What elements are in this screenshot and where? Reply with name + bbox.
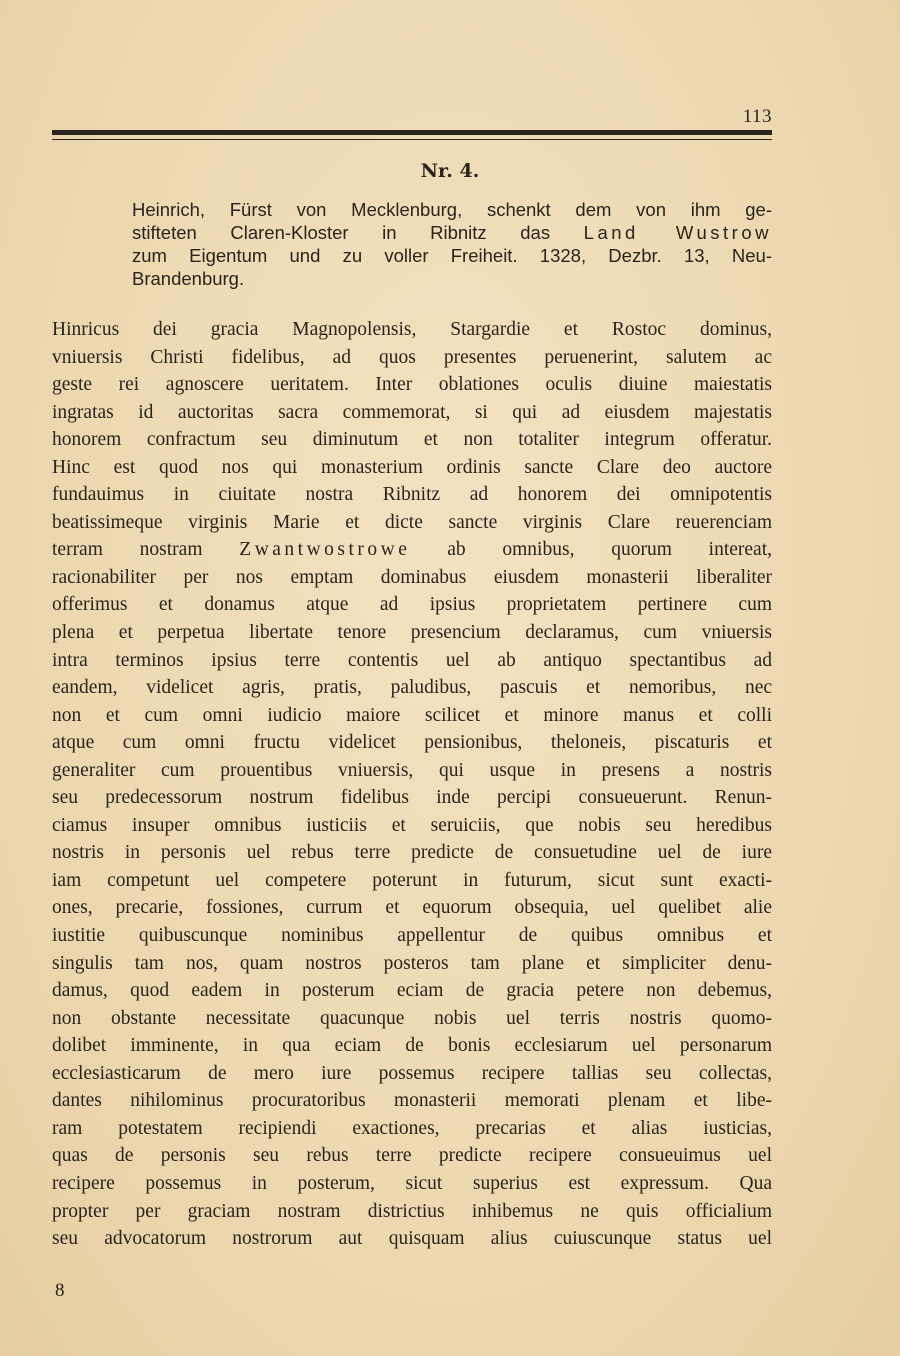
text-line: dantes nihilominus procuratoribus monasterii memorati plenam et libe- (52, 1090, 772, 1112)
summary-text: stifteten Claren-Kloster in Ribnitz das (132, 222, 584, 243)
text-line: iam competunt uel competere poterunt in futurum, sicut sunt exacti- (52, 869, 772, 891)
text-line: beatissimeque virginis Marie et dicte sancte virginis Clare reuerenciam (52, 511, 772, 533)
text-line: atque cum omni fructu videlicet pensionibus, theloneis, piscaturis et (52, 732, 772, 754)
text-line: honorem confractum seu diminutum et non totaliter integrum offeratur. (52, 429, 772, 451)
text-segment: terram nostram (52, 539, 240, 561)
signature-mark: 8 (55, 1280, 65, 1301)
text-line: Hinc est quod nos qui monasterium ordinis sancte Clare deo auctore (52, 456, 772, 478)
summary-line: zum Eigentum und zu voller Freiheit. 1328, Dezbr. 13, Neu- (132, 245, 772, 266)
text-line: nostris in personis uel rebus terre predicte de consuetudine uel de iure (52, 842, 772, 864)
spaced-place-name: Zwantwostrowe (239, 539, 411, 561)
text-line: seu advocatorum nostrorum aut quisquam alius cuiuscunque status uel (52, 1228, 772, 1250)
text-line: racionabiliter per nos emptam dominabus eiusdem monasterii liberaliter (52, 566, 772, 588)
text-line: seu predecessorum nostrum fidelibus inde percipi consueuerunt. Renun- (52, 787, 772, 809)
text-line: iustitie quibuscunque nominibus appellentur de quibus omnibus et (52, 925, 772, 947)
text-line: damus, quod eadem in posterum eciam de gracia petere non debemus, (52, 980, 772, 1002)
summary-line: Brandenburg. (132, 268, 245, 289)
text-line: geste rei agnoscere ueritatem. Inter oblationes oculis diuine maiestatis (52, 374, 772, 396)
text-line: ram potestatem recipiendi exactiones, precarias et alias iusticias, (52, 1117, 772, 1139)
text-line: ones, precarie, fossiones, currum et equorum obsequia, uel quelibet alie (52, 897, 772, 919)
text-line: vniuersis Christi fidelibus, ad quos presentes peruenerint, salutem ac (52, 346, 772, 368)
text-line: quas de personis seu rebus terre predicte recipere consueuimus uel (52, 1145, 772, 1167)
text-line: non obstante necessitate quacunque nobis uel terris nostris quomo- (52, 1007, 772, 1029)
text-line: ingratas id auctoritas sacra commemorat, si qui ad eiusdem majestatis (52, 401, 772, 423)
text-line: recipere possemus in posterum, sicut superius est expressum. Qua (52, 1172, 772, 1194)
text-line: generaliter cum prouentibus vniuersis, qui usque in presens a nostris (52, 759, 772, 781)
text-line: non et cum omni iudicio maiore scilicet et minore manus et colli (52, 704, 772, 726)
header-rule-thin (52, 139, 772, 140)
text-line: intra terminos ipsius terre contentis uel ab antiquo spectantibus ad (52, 649, 772, 671)
text-line: plena et perpetua libertate tenore presencium declaramus, cum vniuersis (52, 622, 772, 644)
text-line: dolibet imminente, in qua eciam de bonis ecclesiarum uel personarum (52, 1035, 772, 1057)
summary-spaced-text: Land Wustrow (583, 222, 772, 243)
text-line: propter per graciam nostram districtius inhibemus ne quis officialium (52, 1200, 772, 1222)
text-line: offerimus et donamus atque ad ipsius proprietatem pertinere cum (52, 594, 772, 616)
summary-line: Heinrich, Fürst von Mecklenburg, schenkt dem von ihm ge- (132, 199, 772, 220)
page-number: 113 (742, 106, 772, 127)
summary-paragraph (132, 198, 772, 290)
text-line: Hinricus dei gracia Magnopolensis, Stargardie et Rostoc dominus, (52, 319, 772, 340)
text-line: singulis tam nos, quam nostros posteros tam plane et simpliciter denu- (52, 952, 772, 974)
text-line: eandem, videlicet agris, pratis, paludibus, pascuis et nemoribus, nec (52, 677, 772, 699)
text-line: fundauimus in ciuitate nostra Ribnitz ad honorem dei omnipotentis (52, 484, 772, 506)
header-rule-thick (52, 130, 772, 135)
text-line (52, 536, 772, 564)
charter-text (52, 316, 772, 1253)
text-line: ciamus insuper omnibus iusticiis et seruiciis, que nobis seu heredibus (52, 814, 772, 836)
document-number: Nr. 4. (420, 160, 480, 182)
summary-line (132, 221, 772, 244)
text-line: ecclesiasticarum de mero iure possemus recipere tallias seu collectas, (52, 1062, 772, 1084)
text-segment: ab omnibus, quorum intereat, (410, 539, 772, 561)
